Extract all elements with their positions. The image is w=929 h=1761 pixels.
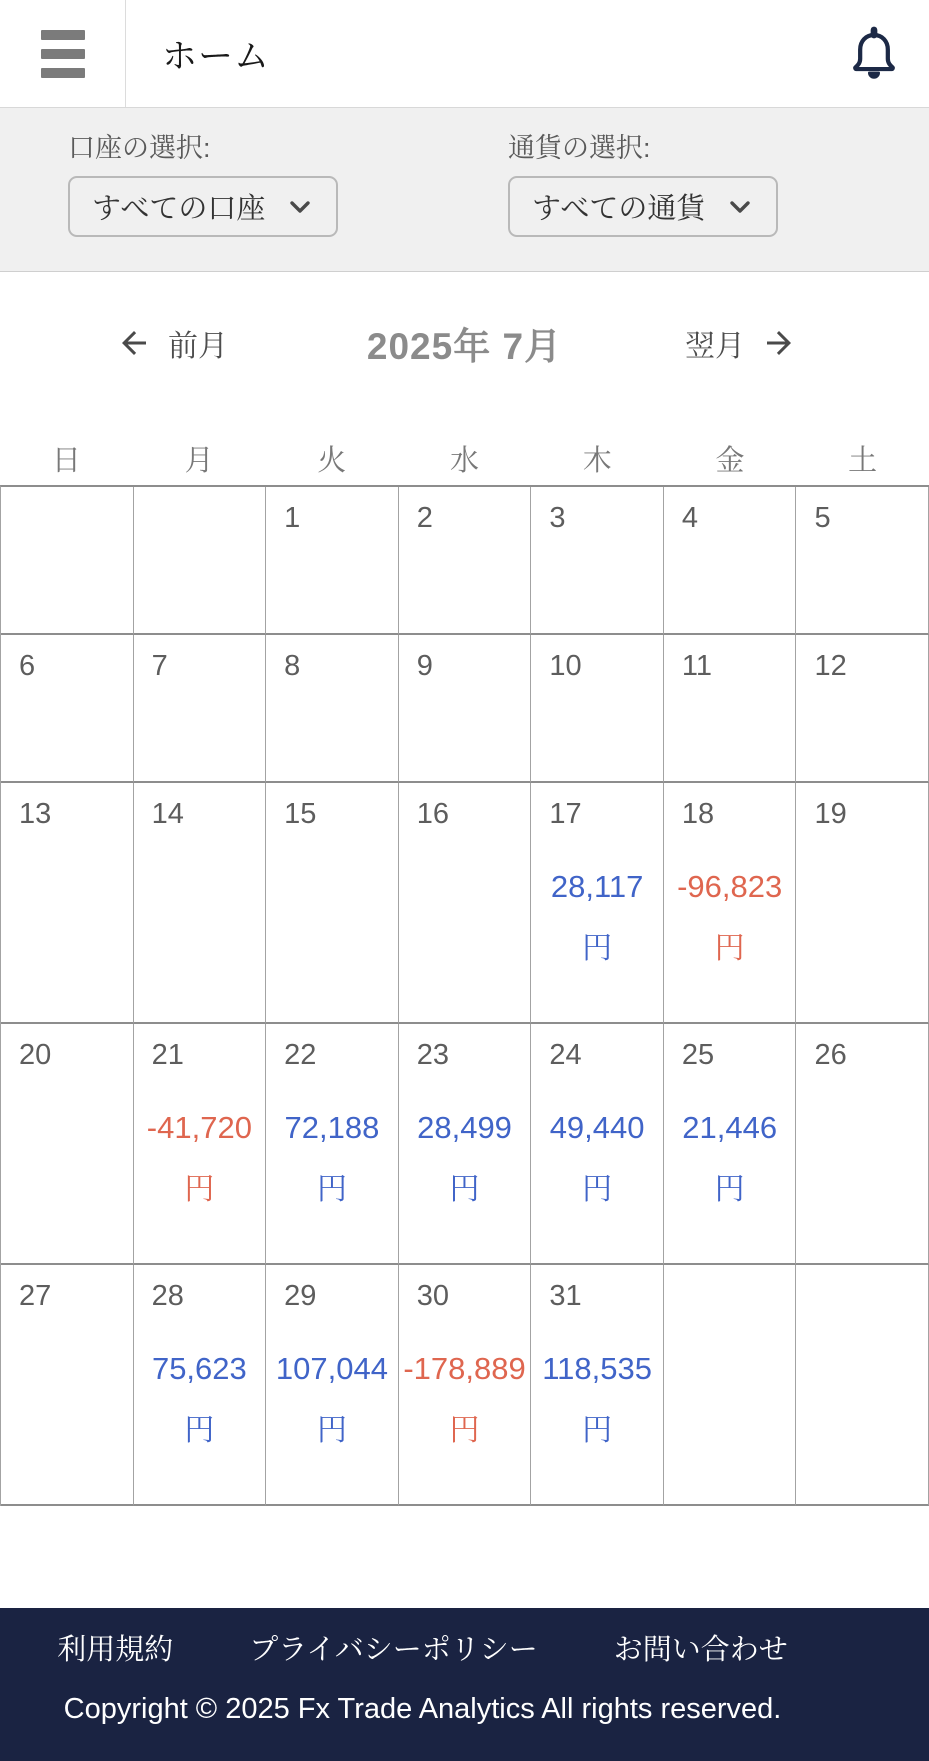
- prev-month-label: 前月: [168, 330, 228, 363]
- day-number: 25: [681, 1039, 715, 1071]
- day-number: 23: [416, 1039, 449, 1071]
- calendar-empty-cell: [664, 1265, 797, 1506]
- currency-select[interactable]: [508, 176, 778, 237]
- arrow-left-icon: [116, 325, 152, 361]
- weekday-label-sat: 土: [848, 445, 878, 477]
- calendar-day-cell-7[interactable]: [134, 635, 267, 783]
- hamburger-icon: [41, 30, 85, 40]
- daily-pnl-value: 118,535: [542, 1351, 652, 1386]
- day-number: 31: [549, 1280, 582, 1312]
- weekday-label-thu: 木: [582, 445, 612, 477]
- currency-unit-label: 円: [449, 1414, 480, 1447]
- day-number: 11: [681, 650, 712, 682]
- account-select-label: 口座の選択:: [68, 133, 211, 163]
- currency-unit-label: 円: [582, 932, 613, 965]
- weekday-label-tue: 火: [317, 445, 347, 477]
- day-number: 17: [549, 798, 582, 830]
- currency-filter-group: [508, 126, 778, 237]
- hamburger-icon: [41, 49, 85, 59]
- daily-pnl-value: 72,188: [284, 1110, 380, 1145]
- currency-unit-label: 円: [184, 1173, 215, 1206]
- daily-pnl-value: 28,499: [417, 1110, 512, 1145]
- calendar-week-row: [1, 1265, 929, 1506]
- day-number: 10: [549, 650, 582, 682]
- arrow-right-icon: [761, 325, 797, 361]
- menu-area: [0, 0, 126, 107]
- calendar-day-cell-9[interactable]: [399, 635, 532, 783]
- privacy-policy-link[interactable]: プライバシーポリシー: [249, 1633, 538, 1666]
- calendar-day-cell-31[interactable]: [531, 1265, 664, 1506]
- calendar-day-cell-30[interactable]: [399, 1265, 532, 1506]
- weekday-label-fri: 金: [715, 445, 745, 477]
- prev-month-button[interactable]: [116, 321, 228, 365]
- daily-pnl-value: 75,623: [151, 1351, 247, 1386]
- calendar-day-cell-18[interactable]: [664, 783, 797, 1024]
- hamburger-icon: [41, 68, 85, 78]
- bell-area: [847, 0, 929, 107]
- daily-pnl-value: 107,044: [275, 1351, 388, 1386]
- calendar-day-cell-12[interactable]: [796, 635, 929, 783]
- day-number: 12: [814, 650, 847, 682]
- calendar-day-cell-16[interactable]: [399, 783, 532, 1024]
- day-number: 19: [814, 798, 847, 830]
- footer-links: [0, 1629, 845, 1665]
- day-number: 22: [284, 1039, 317, 1071]
- day-number: 7: [151, 650, 168, 682]
- day-number: 21: [151, 1039, 184, 1071]
- calendar-empty-cell: [796, 1265, 929, 1506]
- app-header: [0, 0, 929, 108]
- day-number: 27: [19, 1280, 52, 1312]
- calendar-day-cell-10[interactable]: [531, 635, 664, 783]
- calendar-week-row: [1, 1024, 929, 1265]
- daily-pnl-value: 21,446: [682, 1110, 778, 1145]
- daily-pnl-value: 49,440: [549, 1110, 645, 1145]
- calendar-day-cell-29[interactable]: [266, 1265, 399, 1506]
- weekday-label-sun: 日: [51, 445, 81, 477]
- calendar-day-cell-1[interactable]: [266, 487, 399, 635]
- currency-unit-label: 円: [714, 932, 745, 965]
- chevron-down-icon: [729, 200, 751, 214]
- day-number: 14: [151, 798, 184, 830]
- day-number: 26: [814, 1039, 847, 1071]
- chevron-down-icon: [289, 200, 311, 214]
- calendar-nav: [0, 316, 929, 368]
- calendar-empty-cell: [1, 487, 134, 635]
- day-number: 16: [416, 798, 449, 830]
- filter-section: [0, 108, 929, 272]
- calendar-day-cell-8[interactable]: [266, 635, 399, 783]
- calendar-day-cell-23[interactable]: [399, 1024, 532, 1265]
- day-number: 5: [814, 502, 831, 534]
- calendar-day-cell-26[interactable]: [796, 1024, 929, 1265]
- day-number: 6: [19, 650, 36, 682]
- footer-inner: [0, 1629, 845, 1726]
- copyright-text: Copyright © 2025 Fx Trade Analytics All rights reserved.: [63, 1693, 782, 1725]
- bell-icon: [847, 71, 901, 86]
- currency-unit-label: 円: [316, 1173, 347, 1206]
- calendar-day-cell-27[interactable]: [1, 1265, 134, 1506]
- day-number: 4: [681, 502, 699, 534]
- calendar-day-cell-4[interactable]: [664, 487, 797, 635]
- day-number: 3: [549, 502, 566, 534]
- day-number: 28: [151, 1280, 184, 1312]
- calendar-day-cell-13[interactable]: [1, 783, 134, 1024]
- calendar-day-cell-28[interactable]: [134, 1265, 267, 1506]
- day-number: 30: [416, 1280, 449, 1312]
- day-number: 2: [416, 502, 433, 534]
- calendar-day-cell-17[interactable]: [531, 783, 664, 1024]
- next-month-button[interactable]: [685, 321, 797, 365]
- account-select-value: すべての口座: [92, 193, 266, 225]
- account-select[interactable]: [68, 176, 338, 237]
- currency-unit-label: 円: [582, 1173, 613, 1206]
- daily-pnl-value: -96,823: [677, 869, 783, 904]
- day-number: 20: [19, 1039, 52, 1071]
- page-title: ホーム: [162, 36, 271, 76]
- calendar-day-cell-6[interactable]: [1, 635, 134, 783]
- calendar-week-row: [1, 783, 929, 1024]
- calendar-week-row: [1, 487, 929, 635]
- daily-pnl-value: 28,117: [550, 869, 644, 904]
- daily-pnl-value: -178,889: [403, 1351, 526, 1386]
- calendar-day-cell-3[interactable]: [531, 487, 664, 635]
- day-number: 1: [284, 502, 301, 534]
- currency-select-value: すべての通貨: [532, 193, 706, 225]
- day-number: 29: [284, 1280, 317, 1312]
- terms-link[interactable]: 利用規約: [57, 1633, 174, 1666]
- currency-select-label: 通貨の選択:: [508, 133, 651, 163]
- calendar-day-cell-14[interactable]: [134, 783, 267, 1024]
- daily-pnl-value: -41,720: [146, 1110, 252, 1145]
- day-number: 9: [416, 650, 433, 682]
- calendar-week-row: [1, 635, 929, 783]
- day-number: 24: [549, 1039, 582, 1071]
- currency-unit-label: 円: [714, 1173, 745, 1206]
- weekday-label-mon: 月: [184, 445, 214, 477]
- calendar-grid: [0, 485, 929, 1506]
- weekday-header-row: [0, 438, 929, 477]
- currency-unit-label: 円: [582, 1414, 613, 1447]
- calendar-empty-cell: [134, 487, 267, 635]
- calendar-day-cell-2[interactable]: [399, 487, 532, 635]
- app-footer: [0, 1608, 929, 1761]
- currency-unit-label: 円: [316, 1414, 347, 1447]
- calendar-day-cell-19[interactable]: [796, 783, 929, 1024]
- notifications-button[interactable]: [847, 25, 901, 83]
- account-filter-group: [68, 126, 338, 237]
- calendar-day-cell-11[interactable]: [664, 635, 797, 783]
- weekday-label-wed: 水: [450, 445, 480, 477]
- calendar-day-cell-15[interactable]: [266, 783, 399, 1024]
- contact-link[interactable]: お問い合わせ: [613, 1633, 788, 1666]
- day-number: 18: [681, 798, 715, 830]
- currency-unit-label: 円: [449, 1173, 480, 1206]
- calendar-day-cell-22[interactable]: [266, 1024, 399, 1265]
- calendar-day-cell-25[interactable]: [664, 1024, 797, 1265]
- calendar-day-cell-21[interactable]: [134, 1024, 267, 1265]
- day-number: 15: [284, 798, 317, 830]
- next-month-label: 翌月: [685, 330, 745, 363]
- menu-button[interactable]: [37, 26, 89, 82]
- calendar-month-title: 2025年 7月: [366, 326, 563, 367]
- calendar-main: [0, 316, 929, 1506]
- calendar-day-cell-24[interactable]: [531, 1024, 664, 1265]
- calendar-day-cell-5[interactable]: [796, 487, 929, 635]
- currency-unit-label: 円: [184, 1414, 215, 1447]
- day-number: 13: [19, 798, 52, 830]
- day-number: 8: [284, 650, 301, 682]
- calendar-day-cell-20[interactable]: [1, 1024, 134, 1265]
